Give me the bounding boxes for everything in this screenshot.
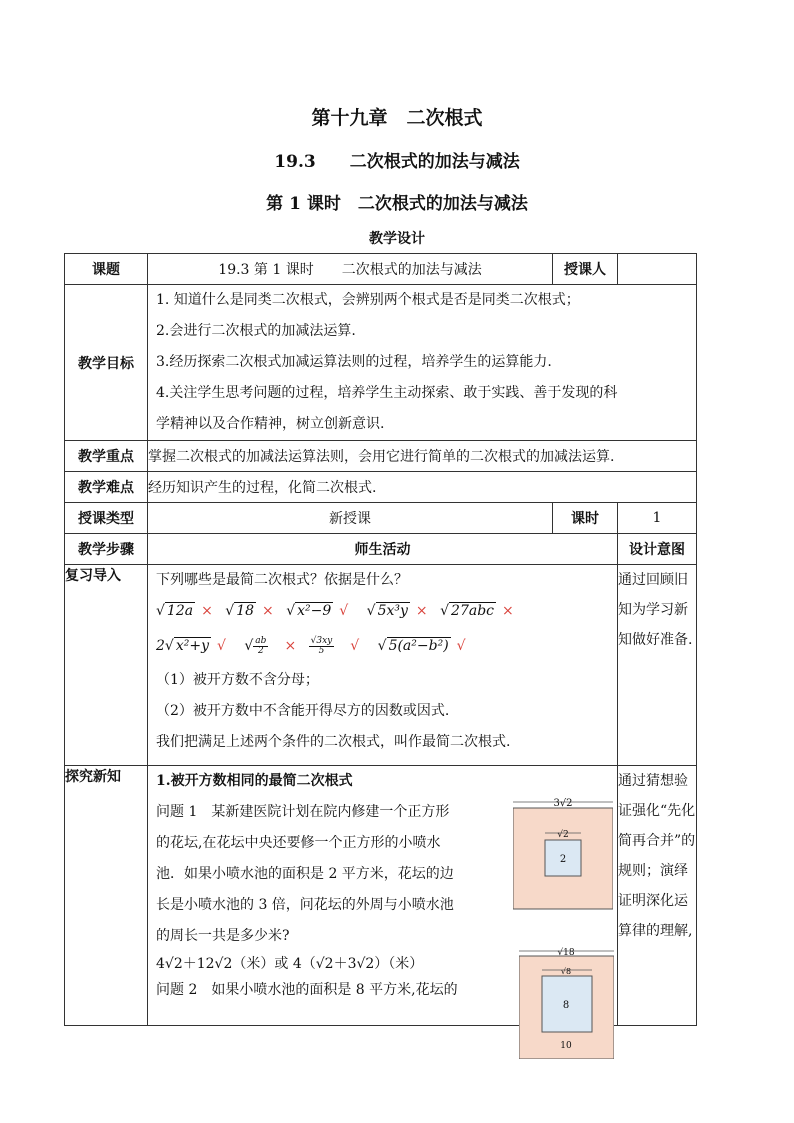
review-row	[65, 565, 697, 766]
topic-value: 19.3 第 1 课时 二次根式的加法与减法	[148, 254, 553, 285]
goal-item: 3.经历探索二次根式加减运算法则的过程，培养学生的运算能力.	[156, 354, 552, 370]
hours-value: 1	[618, 503, 697, 534]
formula: √ 5(a²−b²)	[377, 638, 449, 654]
review-conclusion: 我们把满足上述两个条件的二次根式，叫作最简二次根式.	[156, 734, 511, 750]
fountain-area-label: 8	[562, 1000, 570, 1011]
explore-heading: 1.被开方数相同的最简二次根式	[156, 773, 353, 789]
formula: √ 27abc	[440, 603, 494, 619]
hours-label: 课时	[553, 503, 618, 534]
problem-1-line: 的花坛,在花坛中央还要修一个正方形的小喷水	[156, 835, 441, 851]
flower-bed-figure-2	[519, 946, 614, 1059]
inner-side-label: √8	[560, 967, 572, 976]
formula: $\frac{√3xy}{5}$	[310, 636, 333, 656]
wrong-mark: ×	[284, 638, 297, 654]
type-row	[65, 503, 697, 534]
review-label: 复习导入	[65, 565, 148, 766]
formula: √ x²−9	[286, 603, 332, 619]
formula: 2√ x²+y	[156, 638, 209, 654]
goals-cell	[148, 285, 697, 441]
outer-side-label: √18	[557, 948, 575, 958]
type-value: 新授课	[148, 503, 553, 534]
flower-bed-figure-1	[513, 796, 613, 911]
explore-row	[65, 766, 697, 1026]
teacher-label: 授课人	[553, 254, 618, 285]
formula: √ 18	[225, 603, 255, 619]
review-design: 通过回顾旧知为学习新知做好准备.	[618, 565, 697, 766]
key-value: 掌握二次根式的加减法运算法则，会用它进行简单的二次根式的加减法运算.	[148, 441, 697, 472]
problem-2-line: 问题 2 如果小喷水池的面积是 8 平方米,花坛的	[156, 982, 458, 998]
design-label: 设计意图	[618, 534, 697, 565]
formula: $√\frac{ab}{2}$	[244, 636, 267, 656]
lesson-title: 第 1 课时 二次根式的加法与减法	[266, 194, 528, 214]
review-question: 下列哪些是最简二次根式？依据是什么？	[156, 572, 408, 588]
correct-mark: √	[456, 638, 466, 654]
explore-label: 探究新知	[65, 766, 148, 1026]
problem-1-answer: 4√2＋12√2（米）或 4（√2＋3√2）（米）	[156, 956, 424, 972]
condition-2: （2）被开方数中不含能开得尽方的因数或因式.	[156, 703, 450, 719]
topic-row	[65, 254, 697, 285]
key-label: 教学重点	[65, 441, 148, 472]
formula-row-2	[148, 627, 617, 665]
teacher-value	[618, 254, 697, 285]
wrong-mark: ×	[262, 603, 274, 619]
review-activity	[148, 565, 618, 766]
lesson-plan-table	[64, 253, 697, 1051]
goals-label: 教学目标	[65, 285, 148, 441]
goal-item: 2.会进行二次根式的加减法运算.	[156, 323, 356, 339]
formula: √ 12a	[156, 603, 194, 619]
doc-type-title: 教学设计	[369, 231, 425, 247]
goal-item: 4.关注学生思考问题的过程，培养学生主动探索、敢于实践、善于发现的科	[156, 385, 618, 401]
inner-side-label: √2	[557, 830, 569, 840]
outer-side-label: 3√2	[553, 798, 573, 809]
steps-header-row	[65, 534, 697, 565]
key-row	[65, 441, 697, 472]
correct-mark: √	[217, 638, 226, 654]
topic-label: 课题	[65, 254, 148, 285]
chapter-title: 第十九章 二次根式	[311, 107, 483, 129]
goal-item: 学精神以及合作精神，树立创新意识.	[156, 416, 385, 432]
goal-item: 1. 知道什么是同类二次根式，会辨别两个根式是否是同类二次根式；	[156, 292, 580, 308]
problem-1-line: 问题 1 某新建医院计划在院内修建一个正方形	[156, 804, 450, 820]
bottom-side-label: 10	[560, 1041, 572, 1051]
section-title: 19.3 二次根式的加法与减法	[274, 152, 520, 172]
goals-row	[65, 285, 697, 441]
difficulty-label: 教学难点	[65, 472, 148, 503]
wrong-mark: ×	[502, 603, 514, 619]
formula-row-1	[148, 596, 617, 627]
wrong-mark: ×	[201, 603, 213, 619]
wrong-mark: ×	[415, 603, 428, 619]
fountain-area-label: 2	[559, 854, 567, 865]
correct-mark: √	[339, 603, 349, 619]
steps-label: 教学步骤	[65, 534, 148, 565]
condition-1: （1）被开方数不含分母；	[156, 672, 319, 688]
explore-design: 通过猜想验证强化“先化简再合并”的规则；演绎证明深化运算律的理解,	[618, 766, 697, 1026]
problem-1-line: 池．如果小喷水池的面积是 2 平方米，花坛的边	[156, 866, 454, 882]
correct-mark: √	[350, 638, 360, 654]
difficulty-value: 经历知识产生的过程，化简二次根式.	[148, 472, 697, 503]
formula: √ 5x³y	[366, 603, 408, 619]
difficulty-row	[65, 472, 697, 503]
problem-1-line: 的周长一共是多少米?	[156, 928, 290, 944]
explore-activity	[148, 766, 618, 1051]
type-label: 授课类型	[65, 503, 148, 534]
problem-1-line: 长是小喷水池的 3 倍，问花坛的外周与小喷水池	[156, 897, 454, 913]
activity-label: 师生活动	[148, 534, 618, 565]
